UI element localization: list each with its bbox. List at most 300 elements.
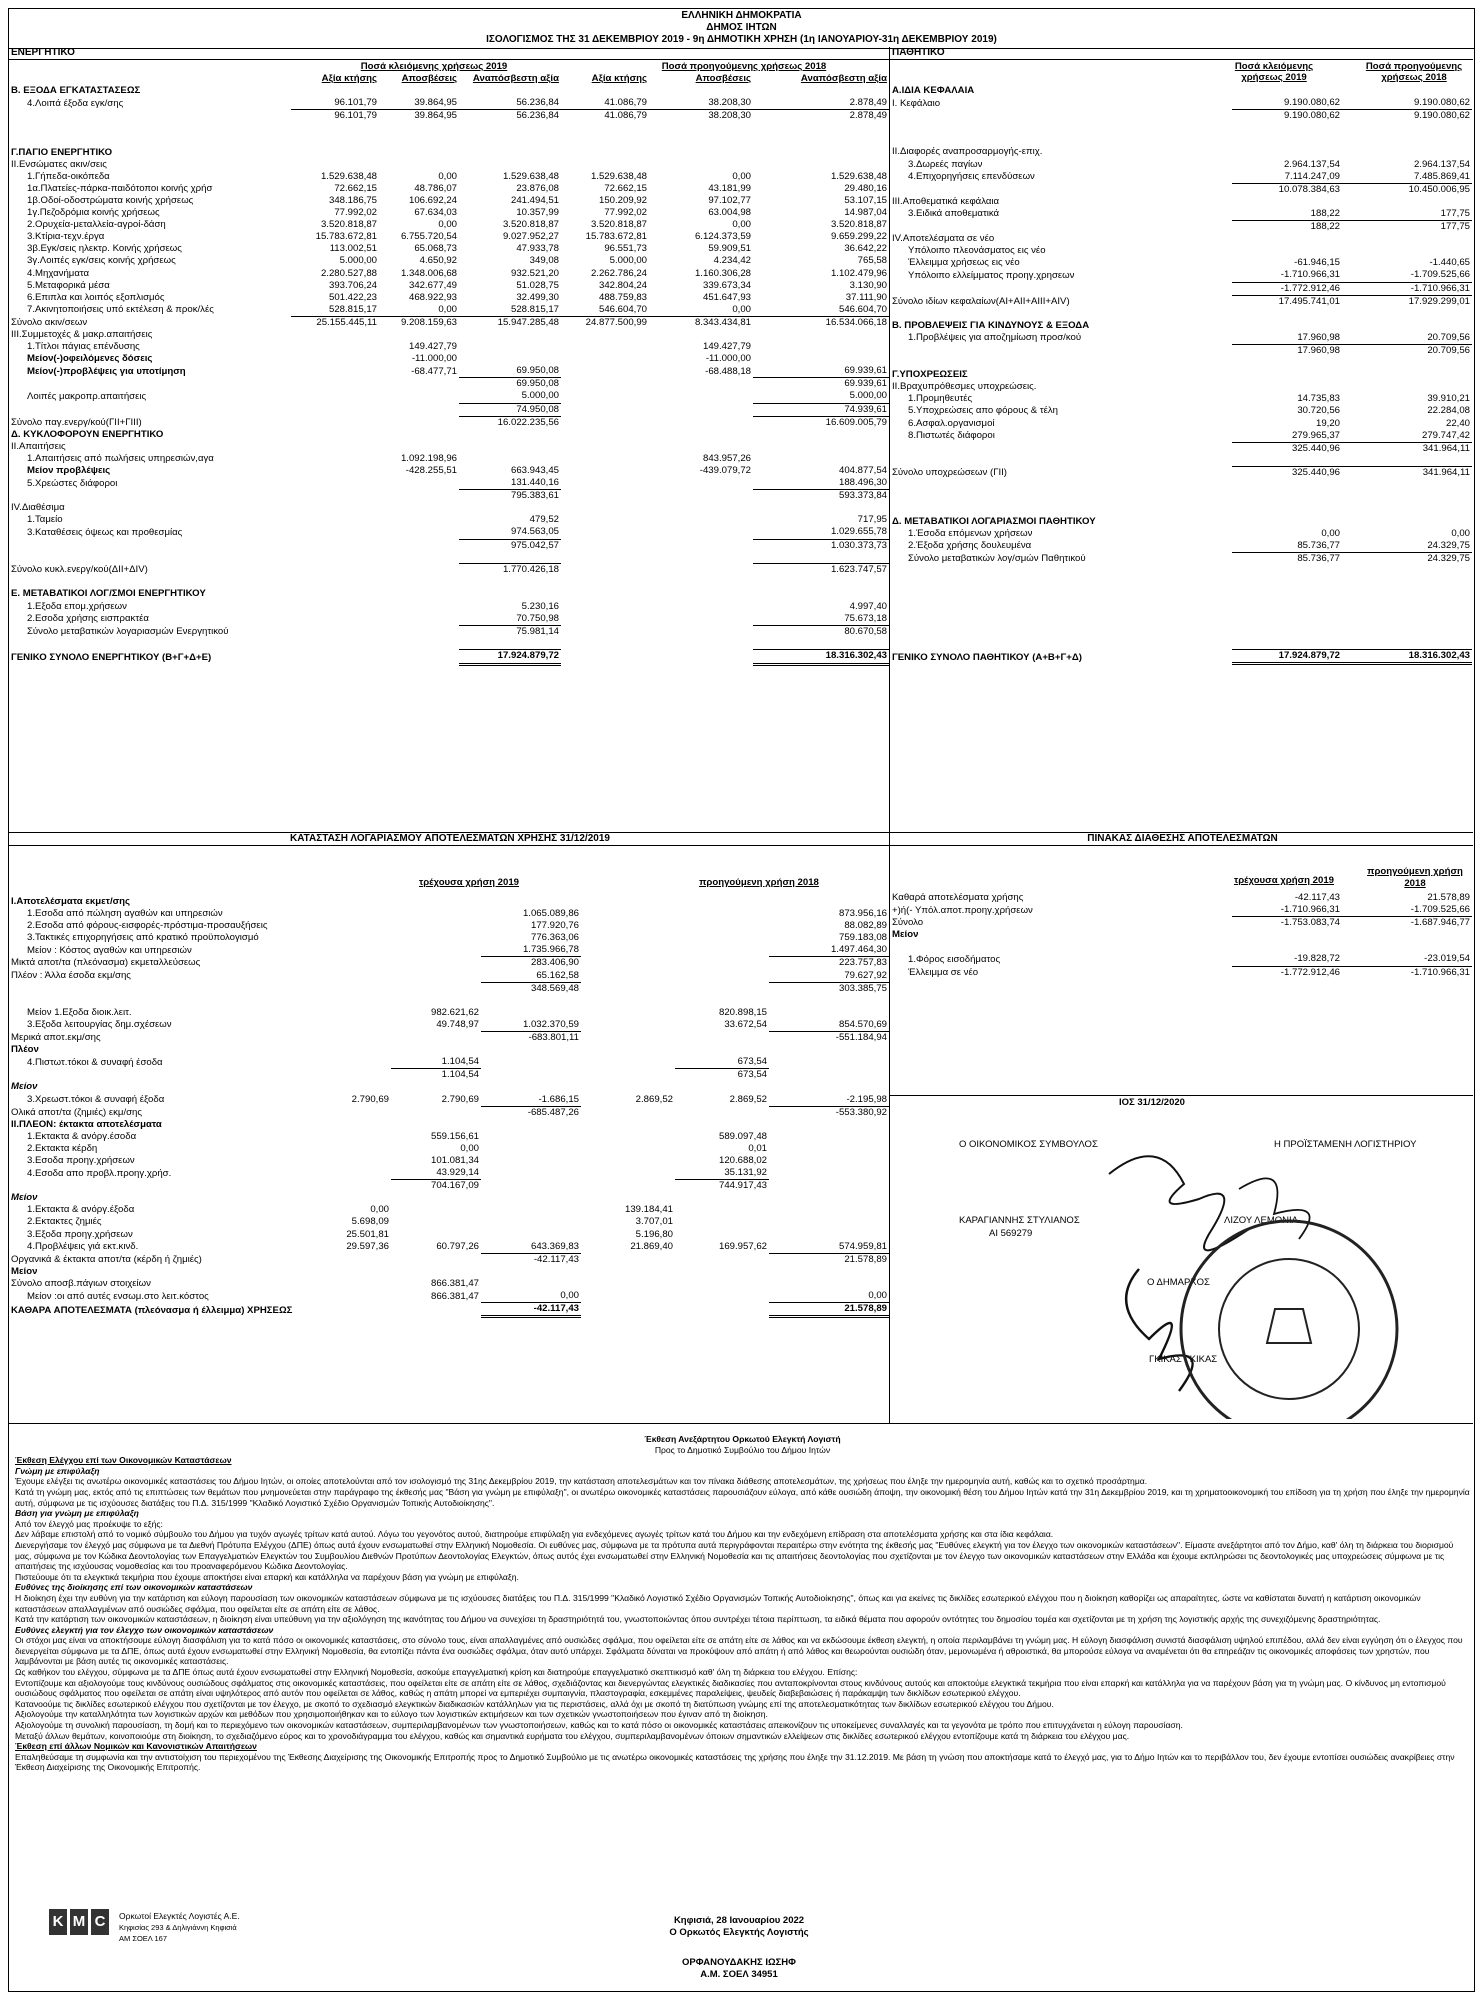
row-value bbox=[301, 1278, 391, 1290]
asset-row bbox=[9, 329, 889, 341]
liability-row bbox=[890, 480, 1472, 492]
logo-letter: M bbox=[70, 1909, 88, 1935]
asset-row bbox=[9, 526, 889, 539]
row-value: 65.162,58 bbox=[536, 969, 579, 981]
pl-row bbox=[9, 1069, 889, 1082]
row-value bbox=[753, 329, 889, 341]
row-value bbox=[379, 122, 459, 134]
row-value: 1.160.306,28 bbox=[694, 267, 751, 279]
logo-letter: K bbox=[49, 1909, 67, 1935]
liability-row bbox=[890, 110, 1472, 123]
row-value bbox=[391, 1081, 481, 1093]
row-label: Οργανικά & έκτακτα αποτ/τα (κέρδη ή ζημιές) bbox=[11, 1253, 202, 1265]
row-label: 4.Προβλέψεις γιά εκτ.κινδ. bbox=[27, 1241, 139, 1253]
row-value bbox=[301, 1266, 391, 1278]
header-line-2: ΔΗΜΟΣ ΙΗΤΩΝ bbox=[706, 22, 777, 33]
row-value bbox=[769, 1278, 889, 1290]
assets-column-headers bbox=[9, 73, 889, 85]
row-value: 21.578,89 bbox=[769, 1253, 889, 1266]
row-value bbox=[675, 896, 769, 908]
row-label: Σύνολο μεταβατικών λογαριασμών Ενεργητικού bbox=[27, 625, 229, 637]
row-label: Δ. ΜΕΤΑΒΑΤΙΚΟΙ ΛΟΓΑΡΙΑΣΜΟΙ ΠΑΘΗΤΙΚΟΥ bbox=[892, 515, 1096, 527]
liability-row bbox=[890, 269, 1472, 282]
row-value: 74.939,61 bbox=[753, 403, 889, 416]
row-label bbox=[9, 982, 301, 995]
row-value bbox=[1342, 122, 1472, 134]
row-value: 177,75 bbox=[1342, 221, 1472, 234]
row-value bbox=[1342, 565, 1472, 577]
row-value: 5.230,16 bbox=[521, 600, 559, 612]
row-value bbox=[481, 1155, 581, 1167]
row-value bbox=[379, 403, 459, 416]
row-value bbox=[481, 1119, 581, 1131]
row-value bbox=[675, 1303, 769, 1317]
pl-row bbox=[9, 970, 889, 983]
row-value: 77.992,02 bbox=[604, 207, 647, 219]
liability-row bbox=[890, 320, 1472, 332]
row-label: Λοιπές μακροπρ.απαιτήσεις bbox=[27, 390, 147, 402]
liability-row bbox=[890, 492, 1472, 504]
row-value bbox=[561, 552, 649, 564]
row-value bbox=[459, 441, 561, 453]
row-value: 975.042,57 bbox=[459, 539, 561, 552]
row-label bbox=[9, 110, 291, 123]
row-value: 188,22 bbox=[1232, 221, 1342, 234]
row-value: 17.924.879,72 bbox=[459, 650, 561, 664]
row-value bbox=[581, 1167, 675, 1180]
row-value bbox=[675, 995, 769, 1007]
row-value: 10.357,99 bbox=[516, 207, 559, 219]
row-value: 643.369,83 bbox=[530, 1240, 579, 1252]
row-value bbox=[291, 613, 379, 626]
row-value: 3.130,90 bbox=[849, 279, 887, 291]
row-label bbox=[9, 490, 291, 503]
asset-row bbox=[9, 159, 889, 171]
row-value bbox=[391, 1229, 481, 1241]
row-value bbox=[459, 341, 561, 353]
row-value: 14.735,83 bbox=[1297, 393, 1340, 405]
row-value: 188.496,30 bbox=[838, 477, 887, 489]
row-label: 2.Έξοδα χρήσης δουλευμένα bbox=[908, 540, 1032, 552]
row-value: 3.520.818,87 bbox=[320, 219, 377, 231]
audit-paragraph: Αξιολογούμε την καταλληλότητα των λογιστικών αρχών και μεθόδων που χρησιμοποιήθηκαν και το εύλογο των λογιστικών εκτιμήσεων και των σχετικών γνωστοποιήσεων που έγιναν από τη διοίκηση. bbox=[15, 1709, 768, 1720]
row-value: 188,22 bbox=[1310, 207, 1340, 219]
row-value: 2.790,69 bbox=[351, 1094, 389, 1105]
row-label: Μείον bbox=[11, 1192, 38, 1204]
row-value: 96.101,79 bbox=[291, 110, 379, 123]
asset-row bbox=[9, 255, 889, 267]
audit-paragraph: Διενεργήσαμε τον έλεγχό μας σύμφωνα με τα Διεθνή Πρότυπα Ελέγχου (ΔΠΕ) όπως αυτά έχουν ενσωματωθεί στην Ελληνική Νομοθεσία. Οι ευθύνες μας, σύμφωνα με τα πρότυπα αυτά περιγράφονται περαιτέρω στην ενότητα της έκθεσής μας "Ευθύνες ελεγκτή για τον έλεγχο των οικονομικών καταστάσεων". Είμαστε ανεξάρτητοι από τον Δήμο, καθ' όλη τη διάρκεια του διορισμού μας, σύμφωνα με τον Κώδικα Δεοντολογίας των Επαγγελματιών Ελεγκτών του Συμβουλίου Διεθνών Προτύπων Δεοντολογίας Ελεγκτών, όπως αυτός έχει ενσωματωθεί στην Ελληνική Νομοθεσία και τις απαιτήσεις δεοντολογίας που σχετίζονται με τον έλεγχο των οικονομικών καταστάσεων στην Ελλάδα και έχουμε εκπληρώσει τις δεοντολογικές μας υποχρεώσεις σύμφωνα με τις απαιτήσεις της ισχύουσας νομοθεσίας και του προαναφερόμενου Κώδικα Δεοντολογίας. bbox=[15, 1539, 1454, 1572]
row-value bbox=[675, 982, 769, 995]
row-label bbox=[890, 455, 1232, 467]
row-value bbox=[301, 957, 391, 970]
row-label: Καθαρά αποτελέσματα χρήσης bbox=[892, 892, 1024, 903]
asset-row bbox=[9, 588, 889, 600]
row-value: 0,00 bbox=[438, 170, 457, 182]
auditor-role: Ο Ορκωτός Ελεγκτής Λογιστής bbox=[669, 1927, 809, 1938]
row-value: 25.501,81 bbox=[346, 1228, 389, 1240]
row-label: Σύνολο κυκλ.ενεργ/κού(ΔΙΙ+ΔΙV) bbox=[11, 564, 148, 576]
row-value bbox=[1342, 308, 1472, 320]
row-value: 3.520.818,87 bbox=[590, 219, 647, 231]
row-value: 223.757,83 bbox=[769, 957, 889, 970]
row-value bbox=[769, 1056, 889, 1069]
row-value bbox=[753, 134, 889, 146]
row-value: 1.092.198,96 bbox=[400, 452, 457, 464]
row-label: 3.Ειδικά αποθεματικά bbox=[908, 208, 1000, 220]
row-value: 69.950,08 bbox=[516, 365, 559, 377]
liability-row bbox=[890, 282, 1472, 295]
row-value bbox=[301, 944, 391, 957]
row-value bbox=[481, 1131, 581, 1143]
row-value bbox=[753, 638, 889, 650]
row-label: 1.Απαιτήσεις από πωλήσεις υπηρεσιών,αγα bbox=[27, 452, 214, 464]
row-value bbox=[649, 613, 753, 626]
row-value bbox=[301, 908, 391, 920]
row-value bbox=[391, 957, 481, 970]
liability-row bbox=[890, 467, 1472, 480]
row-value bbox=[301, 1106, 391, 1119]
row-value bbox=[581, 1253, 675, 1266]
row-label: Σύνολο ιδίων κεφαλαίων(ΑΙ+ΑΙΙ+ΑΙΙΙ+ΑΙV) bbox=[892, 295, 1070, 307]
row-label: 1.Εκτακτα & ανόργ.έσοδα bbox=[27, 1130, 137, 1142]
row-label: Σύνολο μεταβατικών λογ/σμών Παθητικού bbox=[908, 553, 1086, 565]
row-value bbox=[561, 625, 649, 638]
row-value bbox=[649, 329, 753, 341]
row-value bbox=[1232, 929, 1342, 941]
audit-paragraph: Κατά τη γνώμη μας, εκτός από τις επιπτώσεις των θεμάτων που μνημονεύεται στην παράγραφο της έκθεσής μας "Βάση για γνώμη με επιφύλαξη", οι ανωτέρω οικονομικές καταστάσεις παρουσιάζουν εύλογα, από κάθε ουσιώδη άποψη, την οικονομική θέση του Δήμου Ιητών κατά την 31η Δεκεμβρίου 2019, και τη χρηματοοικονομική του επίδοση για τη χρήση που έληξε την ημερομηνία αυτή, σύμφωνα με τις ισχύουσες διατάξεις του Π.Δ. 315/1999 "Κλαδικό Λογιστικό Σχέδιο Οργανισμών Τοπικής Αυτοδιοίκησης". bbox=[15, 1486, 1470, 1508]
row-value bbox=[481, 1216, 581, 1228]
row-value bbox=[379, 416, 459, 429]
liability-row bbox=[890, 577, 1472, 589]
audit-paragraph: Επαληθεύσαμε τη συμφωνία και την αντιστοίχιση του περιεχομένου της Έκθεσης Διαχείρισης της Οικονομικής Επιτροπής προς το Δημοτικό Συμβούλιο με τις ανωτέρω οικονομικές καταστάσεις της χρήσης που έληξε την 31.12.2019. Με βάση τη γνώση που αποκτήσαμε κατά το έλεγχό μας, για το Δήμο Ιητών και το περιβάλλον του, δεν έχουμε εντοπίσει ουσιώδεις ανακρίβειες στην Έκθεση Διαχείρισης της Οικονομικής Επιτροπής. bbox=[15, 1751, 1455, 1773]
row-label: Μείον bbox=[11, 1081, 38, 1093]
row-value bbox=[291, 502, 379, 514]
row-value: 2.964.137,54 bbox=[1283, 158, 1340, 170]
row-value: 9.190.080,62 bbox=[1283, 97, 1340, 109]
row-value: 149.427,79 bbox=[408, 341, 457, 353]
row-value: 85.736,77 bbox=[1232, 553, 1342, 566]
row-value bbox=[1232, 320, 1342, 332]
pl-row bbox=[9, 957, 889, 970]
row-value bbox=[1232, 565, 1342, 577]
row-label: 2.Εσοδα από φόρους-εισφορές-πρόστιμα-προσαυξήσεις bbox=[27, 920, 268, 932]
row-value bbox=[581, 982, 675, 995]
row-value bbox=[459, 329, 561, 341]
row-value: 0,00 bbox=[732, 170, 751, 182]
row-value: 1.065.089,86 bbox=[522, 908, 579, 920]
row-value: 6.124.373,59 bbox=[694, 231, 751, 243]
row-value: 468.922,93 bbox=[408, 291, 457, 303]
row-value bbox=[1342, 196, 1472, 208]
row-value: 41.086,79 bbox=[604, 97, 647, 109]
pl-title: ΚΑΤΑΣΤΑΣΗ ΛΟΓΑΡΙΑΣΜΟΥ ΑΠΟΤΕΛΕΣΜΑΤΩΝ ΧΡΗΣΗΣ 31/12/2019 bbox=[9, 833, 889, 846]
row-value: 63.004,98 bbox=[708, 207, 751, 219]
row-value: 15.947.285,48 bbox=[459, 316, 561, 329]
row-value bbox=[561, 159, 649, 171]
row-value bbox=[301, 1032, 391, 1045]
seal-emblem-icon bbox=[1267, 1309, 1311, 1343]
row-value: -61.946,15 bbox=[1294, 257, 1340, 269]
row-value bbox=[769, 1143, 889, 1155]
row-value bbox=[675, 957, 769, 970]
row-label: ΙΙΙ.Συμμετοχές & μακρ.απαιτήσεις bbox=[11, 328, 153, 340]
row-value: 33.672,54 bbox=[724, 1019, 767, 1031]
row-value bbox=[391, 982, 481, 995]
mayor-signature-scribble bbox=[1126, 1269, 1192, 1391]
row-value bbox=[301, 995, 391, 1007]
row-value bbox=[1342, 929, 1472, 941]
row-label: 1β.Οδοί-οδοστρώματα κοινής χρήσεως bbox=[27, 194, 194, 206]
row-value: 24.877.500,99 bbox=[561, 316, 649, 329]
row-value: 2.280.527,88 bbox=[320, 267, 377, 279]
row-label: 1α.Πλατείες-πάρκα-παιδότοποι κοινής χρήσ bbox=[27, 182, 213, 194]
audit-paragraph: Οι στόχοι μας είναι να αποκτήσουμε εύλογη διασφάλιση για το κατά πόσο οι οικονομικές καταστάσεις, στο σύνολο τους, είναι απαλλαγμένες από ουσιώδες σφάλμα, που οφείλεται είτε σε απάτη είτε σε λάθος και να εκδώσουμε έκθεση ελεγκτή, η οποία περιλαμβάνει τη γνώμη μας. Η εύλογη διασφάλιση συνιστά διασφάλιση υψηλού επιπέδου, αλλά δεν είναι εγγύηση ότι ο έλεγχος που διενεργείται σύμφωνα με τα ΔΠΕ, όπως αυτά έχουν ενσωματωθεί στην Ελληνική Νομοθεσία, θα εντοπίζει πάντα ένα ουσιώδες σφάλμα, όταν αυτό υπάρχει. Σφάλματα δύναται να προκύψουν από απάτη ή από λάθος και θεωρούνται ουσιώδη όταν, μεμονωμένα ή αθροιστικά, θα μπορούσε εύλογα να αναμένεται ότι θα επηρεάζαν τις οικονομικές αποφάσεις των χρηστών, που λαμβάνονται με βάση αυτές τις οικονομικές καταστάσεις. bbox=[15, 1635, 1463, 1667]
row-value bbox=[581, 896, 675, 908]
row-value: 15.783.672,81 bbox=[315, 231, 377, 243]
row-value: 820.898,15 bbox=[718, 1006, 767, 1018]
header-line-3: ΙΣΟΛΟΓΙΣΜΟΣ ΤΗΣ 31 ΔΕΚΕΜΒΡΙΟΥ 2019 - 9η ΔΗΜΟΤΙΚΗ ΧΡΗΣΗ (1η ΙΑΝΟΥΑΡΙΟΥ-31η ΔΕΚΕΜΒΡΙΟΥ 2019) bbox=[486, 34, 997, 45]
asset-row bbox=[9, 195, 889, 207]
liability-row bbox=[890, 540, 1472, 553]
row-label bbox=[890, 941, 1232, 953]
liab-current-heading-2: χρήσεως 2019 bbox=[1241, 72, 1307, 83]
row-label: ΓΕΝΙΚΟ ΣΥΝΟΛΟ ΠΑΘΗΤΙΚΟΥ (Α+Β+Γ+Δ) bbox=[892, 651, 1082, 663]
row-value bbox=[291, 514, 379, 526]
row-value bbox=[481, 1167, 581, 1180]
row-value bbox=[1342, 357, 1472, 369]
row-value: 1.102.479,96 bbox=[830, 267, 887, 279]
row-value bbox=[561, 514, 649, 526]
row-value: 2.878,49 bbox=[849, 97, 887, 109]
row-value: 56.236,84 bbox=[516, 97, 559, 109]
row-label: Β. ΕΞΟΔΑ ΕΓΚΑΤΑΣΤΑΣΕΩΣ bbox=[11, 85, 141, 97]
row-value: -1.772.912,46 bbox=[1232, 282, 1342, 295]
row-value bbox=[753, 502, 889, 514]
row-value: 22.284,08 bbox=[1427, 405, 1470, 417]
row-value: 19,20 bbox=[1315, 417, 1340, 429]
row-value bbox=[301, 1192, 391, 1204]
row-label bbox=[890, 589, 1232, 601]
row-value bbox=[459, 502, 561, 514]
row-value bbox=[581, 1278, 675, 1290]
row-value bbox=[379, 526, 459, 539]
row-value bbox=[301, 932, 391, 944]
row-value: 14.987,04 bbox=[844, 207, 887, 219]
row-value bbox=[581, 932, 675, 944]
row-label: ΙΙΙ.Αποθεματικά κεφάλαια bbox=[892, 195, 1000, 207]
row-value bbox=[291, 147, 379, 159]
row-value: 1.529.638,48 bbox=[320, 170, 377, 182]
row-value bbox=[649, 378, 753, 391]
audit-title: Έκθεση Ανεξάρτητου Ορκωτού Ελεγκτή Λογιστή bbox=[644, 1434, 841, 1444]
row-value: 349,08 bbox=[529, 255, 559, 267]
row-value: 69.950,08 bbox=[459, 378, 561, 391]
row-value bbox=[1342, 638, 1472, 650]
pl-row bbox=[9, 1131, 889, 1143]
row-value: 1.348.006,68 bbox=[400, 267, 457, 279]
row-value bbox=[291, 85, 379, 97]
row-value: 0,00 bbox=[560, 1290, 579, 1301]
row-value bbox=[1232, 480, 1342, 492]
row-value bbox=[561, 539, 649, 552]
row-value bbox=[753, 576, 889, 588]
row-value bbox=[291, 159, 379, 171]
pl-row bbox=[9, 1241, 889, 1254]
pl-row bbox=[9, 896, 889, 908]
row-value: -11.000,00 bbox=[411, 353, 457, 365]
row-value bbox=[753, 588, 889, 600]
row-value: 21.578,89 bbox=[769, 1303, 889, 1317]
row-label bbox=[890, 565, 1232, 577]
row-value: 106.692,24 bbox=[408, 194, 457, 206]
audit-paragraph: Κατανοούμε τις δικλίδες εσωτερικού ελέγχου που σχετίζονται με τον έλεγχο, με σκοπό το σχεδιασμό ελεγκτικών διαδικασιών κατάλληλων για τις περιστάσεις, αλλά όχι με σκοπό τη διατύπωση γνώμης επί της αποτελεσματικότητας των δικλίδων εσωτερικού ελέγχου του Δήμου. bbox=[15, 1698, 1054, 1709]
row-value bbox=[481, 1266, 581, 1278]
row-value bbox=[561, 329, 649, 341]
row-value bbox=[1342, 614, 1472, 626]
row-label: Μείον 1.Εξοδα διοικ.λειτ. bbox=[27, 1006, 132, 1018]
row-value: 96.551,73 bbox=[604, 243, 647, 255]
asset-row bbox=[9, 650, 889, 664]
row-value bbox=[301, 1019, 391, 1032]
audit-paragraph: Δεν λάβαμε επιστολή από το νομικό σύμβουλο του Δήμου για τυχόν αγωγές τρίτων κατά αυτού. Λόγω του γεγονότος αυτού, διατηρούμε επιφύλαξη για ενδεχόμενες αγωγές τρίτων κατά του Δήμου και την ενδεχόμενη επίδραση στα αποτελέσματα χρήσης και στα ίδια κεφάλαια. bbox=[15, 1529, 1054, 1540]
row-label bbox=[890, 134, 1232, 146]
row-value bbox=[391, 932, 481, 944]
asset-row bbox=[9, 341, 889, 353]
row-label: Ολικά αποτ/τα (ζημιές) εκμ/σης bbox=[11, 1106, 142, 1118]
document-page bbox=[8, 8, 1475, 1992]
row-value bbox=[1232, 146, 1342, 158]
row-value bbox=[481, 1192, 581, 1204]
liability-row bbox=[890, 393, 1472, 405]
row-value bbox=[1342, 504, 1472, 516]
row-value: 51.028,75 bbox=[516, 279, 559, 291]
row-value: 2.869,52 bbox=[635, 1094, 673, 1105]
liab-previous-heading-2: χρήσεως 2018 bbox=[1381, 72, 1447, 83]
row-value bbox=[561, 147, 649, 159]
row-value bbox=[753, 429, 889, 441]
row-label: 3.Εξοδα λειτουργίας δημ.σχέσεων bbox=[27, 1019, 172, 1031]
row-value: 5.698,09 bbox=[351, 1216, 389, 1228]
row-label: ΙΙ.ΠΛΕΟΝ: έκτακτα αποτελέσματα bbox=[11, 1118, 162, 1130]
audit-heading: Έκθεση Ελέγχου επί των Οικονομικών Καταστάσεων bbox=[15, 1455, 232, 1466]
audit-paragraph: Από τον έλεγχό μας προέκυψε το εξής: bbox=[15, 1518, 163, 1529]
row-value: 113.002,51 bbox=[329, 243, 377, 255]
row-value bbox=[769, 1131, 889, 1143]
row-value bbox=[581, 1180, 675, 1193]
row-value bbox=[675, 1204, 769, 1216]
row-value: 342.677,49 bbox=[408, 279, 457, 291]
row-value bbox=[291, 441, 379, 453]
row-value bbox=[675, 1106, 769, 1119]
row-value bbox=[753, 147, 889, 159]
row-value: 32.499,30 bbox=[516, 291, 559, 303]
row-value bbox=[649, 85, 753, 97]
row-value: -42.117,43 bbox=[481, 1253, 581, 1266]
mayor-role: Ο ΔΗΜΑΡΧΟΣ bbox=[1147, 1277, 1210, 1288]
row-value: 325.440,96 bbox=[1232, 467, 1342, 480]
row-label bbox=[890, 601, 1232, 613]
row-value bbox=[379, 625, 459, 638]
row-value: 479,52 bbox=[529, 514, 559, 526]
liability-row bbox=[890, 171, 1472, 184]
row-value bbox=[675, 1229, 769, 1241]
signatures-stamp-graphic bbox=[1039, 1129, 1469, 1419]
row-value bbox=[301, 896, 391, 908]
row-value: 29.597,36 bbox=[346, 1241, 389, 1253]
asset-row bbox=[9, 183, 889, 195]
row-label bbox=[890, 614, 1232, 626]
row-value bbox=[459, 552, 561, 564]
row-value bbox=[1232, 941, 1342, 953]
row-value: 593.373,84 bbox=[753, 490, 889, 503]
row-value bbox=[291, 122, 379, 134]
row-value: 37.111,90 bbox=[845, 291, 887, 303]
row-label: Μείον προβλέψεις bbox=[27, 465, 111, 476]
row-value bbox=[769, 1007, 889, 1019]
row-value bbox=[301, 1081, 391, 1093]
row-value: 7.485.869,41 bbox=[1413, 170, 1470, 182]
pl-table bbox=[9, 896, 889, 1318]
row-value bbox=[291, 526, 379, 539]
row-value bbox=[581, 970, 675, 983]
row-value bbox=[379, 147, 459, 159]
asset-row bbox=[9, 613, 889, 626]
pl-row bbox=[9, 1044, 889, 1056]
row-value bbox=[391, 970, 481, 983]
row-value: 21.578,89 bbox=[1427, 892, 1470, 903]
row-value: 56.236,84 bbox=[459, 110, 561, 123]
row-value: 1.529.638,48 bbox=[830, 170, 887, 182]
row-value bbox=[1342, 480, 1472, 492]
row-value: 546.604,70 bbox=[838, 303, 887, 315]
row-value: 759.183,08 bbox=[838, 932, 887, 944]
auditor-id: Α.Μ. ΣΟΕΛ 34951 bbox=[700, 1969, 778, 1980]
row-value bbox=[291, 650, 379, 664]
document-header bbox=[9, 9, 1474, 49]
row-value bbox=[675, 908, 769, 920]
row-label: ΙΙ.Διαφορές αναπροσαρμογής-επιχ. bbox=[892, 146, 1043, 158]
pl-row bbox=[9, 920, 889, 932]
asset-row bbox=[9, 85, 889, 97]
row-label: ΓΕΝΙΚΟ ΣΥΝΟΛΟ ΕΝΕΡΓΗΤΙΚΟΥ (Β+Γ+Δ+Ε) bbox=[11, 651, 212, 663]
row-value bbox=[675, 1032, 769, 1045]
asset-row bbox=[9, 243, 889, 255]
row-value bbox=[379, 85, 459, 97]
row-label: Έλλειμμα χρήσεως εις νέο bbox=[908, 257, 1020, 269]
pl-row bbox=[9, 1032, 889, 1045]
row-value bbox=[1342, 626, 1472, 638]
row-value bbox=[291, 465, 379, 477]
row-value bbox=[1342, 589, 1472, 601]
row-value: 574.959,81 bbox=[838, 1240, 887, 1252]
asset-row bbox=[9, 477, 889, 490]
row-value: 283.406,90 bbox=[481, 957, 581, 970]
row-value: 339.673,34 bbox=[702, 279, 751, 291]
row-value bbox=[1232, 492, 1342, 504]
row-value bbox=[291, 378, 379, 391]
asset-row bbox=[9, 625, 889, 638]
signature-date: ΙΟΣ 31/12/2020 bbox=[1119, 1097, 1185, 1108]
row-value bbox=[675, 1216, 769, 1228]
row-label bbox=[9, 122, 291, 134]
row-label bbox=[890, 492, 1232, 504]
asset-row bbox=[9, 490, 889, 503]
row-value: 88.082,89 bbox=[844, 920, 887, 932]
row-value: 9.659.299,22 bbox=[830, 231, 887, 243]
row-label bbox=[890, 221, 1232, 234]
row-label bbox=[890, 480, 1232, 492]
